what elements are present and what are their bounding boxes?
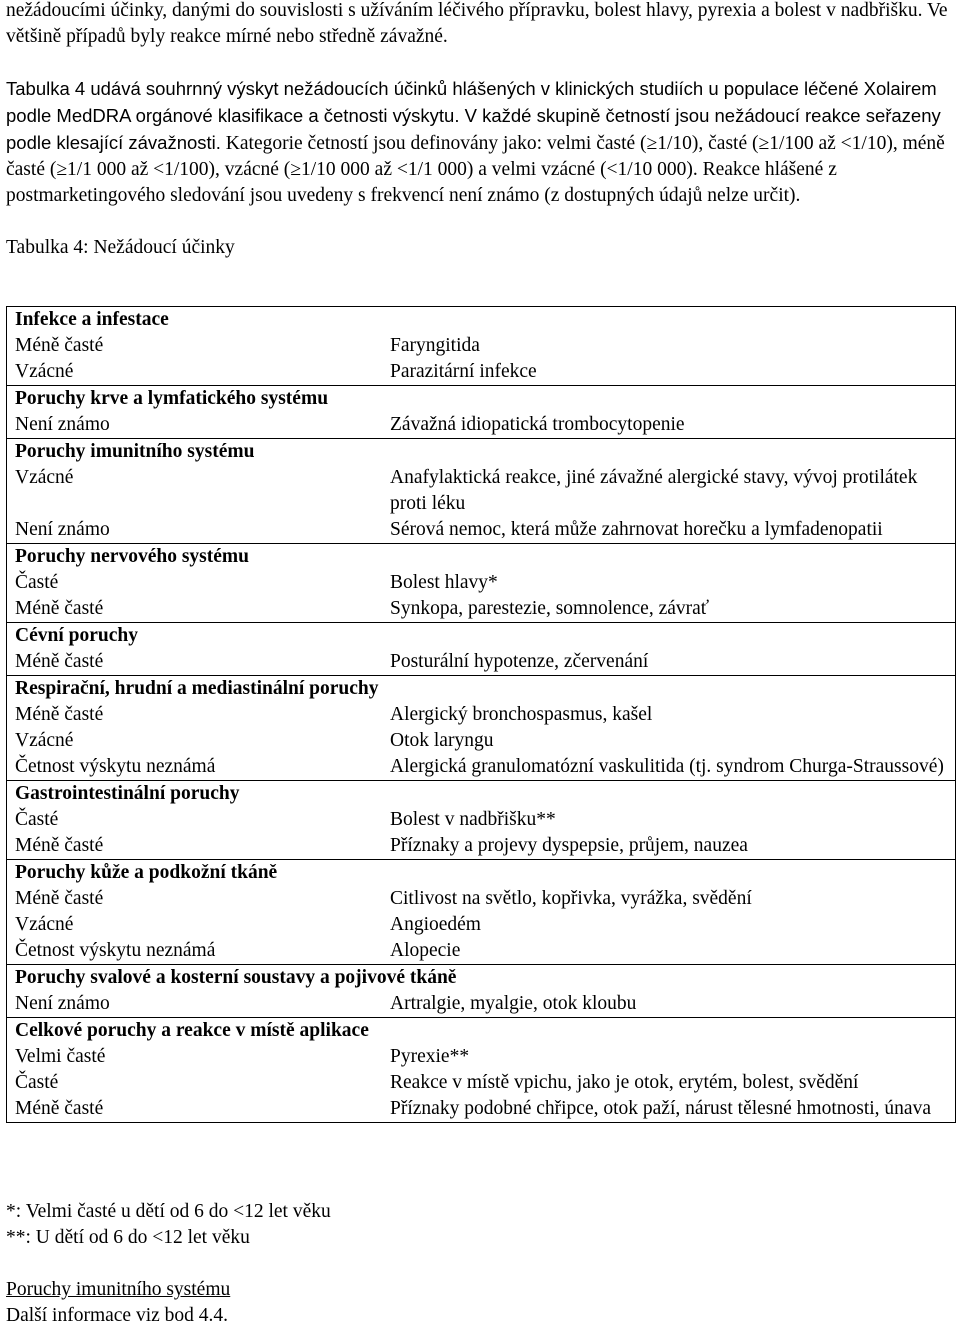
frequency-cell: Méně časté (15, 888, 104, 909)
effect-cell: Alergický bronchospasmus, kašel (390, 704, 653, 725)
table-row (15, 833, 947, 859)
frequency-cell: Není známo (15, 414, 110, 435)
section-title: Poruchy svalové a kosterní soustavy a pojivové tkáně (15, 967, 457, 988)
frequency-cell: Méně časté (15, 335, 104, 356)
intro-paragraph-1: nežádoucími účinky, danými do souvislosti s užíváním léčivého přípravku, bolest hlavy, pyrexia a bolest v nadbřišku. Ve většině případů byly reakce mírné nebo středně závažné. (6, 0, 948, 47)
intro-paragraph-2-sans: Tabulka 4 udává souhrnný výskyt nežádoucích účinků hlášených v klinických studiích u populace léčené Xolairem podle MedDRA orgánové klasifikace a četnosti výskytu. V každé skupině četností jsou nežádoucí reakce seřazeny podle klesající závažnosti. (6, 78, 941, 153)
spacer (6, 1251, 956, 1277)
section-title: Cévní poruchy (15, 625, 138, 646)
frequency-cell: Není známo (15, 993, 110, 1014)
table-section (6, 781, 956, 860)
frequency-cell: Méně časté (15, 835, 104, 856)
frequency-cell: Časté (15, 572, 59, 593)
effect-cell: Posturální hypotenze, zčervenání (390, 651, 649, 672)
table-section (6, 439, 956, 544)
section-title: Poruchy nervového systému (15, 546, 249, 567)
section-title: Poruchy imunitního systému (15, 441, 255, 462)
subsection-text: Další informace viz bod 4.4. (6, 1305, 229, 1326)
table-row (15, 412, 947, 438)
frequency-cell: Méně časté (15, 598, 104, 619)
effect-cell: Alergická granulomatózní vaskulitida (tj. syndrom Churga-Straussové) (390, 756, 944, 777)
effect-cell: Artralgie, myalgie, otok kloubu (390, 993, 637, 1014)
effect-cell: Synkopa, parestezie, somnolence, závrať (390, 598, 710, 619)
footnote-1: *: Velmi časté u dětí od 6 do <12 let věku (6, 1201, 331, 1222)
table-section (6, 386, 956, 439)
table-row (15, 649, 947, 675)
frequency-cell: Méně časté (15, 1098, 104, 1119)
table-section (6, 965, 956, 1018)
table-section (6, 860, 956, 965)
frequency-cell: Časté (15, 1072, 59, 1093)
table-row (15, 991, 947, 1017)
effect-cell: Alopecie (390, 940, 461, 961)
table-row (15, 1096, 947, 1122)
table-section (6, 307, 956, 386)
effect-cell: Pyrexie** (390, 1046, 470, 1067)
footnotes (6, 1199, 956, 1329)
effect-cell: Citlivost na světlo, kopřivka, vyrážka, svědění (390, 888, 752, 909)
intro-paragraph-2-frequencies: Kategorie četností jsou definovány jako: velmi časté (≥1/10), časté (≥1/100 až <1/10), méně časté (≥1/1 000 až <1/100), vzácné (≥1/10 000 až <1/1 000) a velmi vzácné (<1/10 000). (6, 133, 945, 180)
effect-cell: Anafylaktická reakce, jiné závažné alergické stavy, vývoj protilátek proti léku (390, 467, 918, 514)
section-title: Celkové poruchy a reakce v místě aplikace (15, 1020, 369, 1041)
table-row (15, 807, 947, 833)
frequency-cell: Četnost výskytu neznámá (15, 756, 216, 777)
table-section (6, 623, 956, 676)
intro-paragraph-2 (6, 76, 956, 209)
section-title: Gastrointestinální poruchy (15, 783, 240, 804)
table-section (6, 1018, 956, 1123)
section-title: Respirační, hrudní a mediastinální poruchy (15, 678, 379, 699)
table-caption: Tabulka 4: Nežádoucí účinky (6, 237, 235, 258)
effect-cell: Angioedém (390, 914, 481, 935)
effect-cell: Reakce v místě vpichu, jako je otok, erytém, bolest, svědění (390, 1072, 859, 1093)
frequency-cell: Méně časté (15, 651, 104, 672)
table-row (15, 938, 947, 964)
table-row (15, 728, 947, 754)
subsection-title: Poruchy imunitního systému (6, 1279, 231, 1300)
frequency-cell: Časté (15, 809, 59, 830)
table-section (6, 676, 956, 781)
effect-cell: Parazitární infekce (390, 361, 537, 382)
intro-paragraph-2-postmarketing: Reakce hlášené z postmarketingového sledování jsou uvedeny s frekvencí není známo (z dostupných údajů nelze určit). (6, 159, 837, 206)
effect-cell: Otok laryngu (390, 730, 494, 751)
table-row (15, 1070, 947, 1096)
frequency-cell: Vzácné (15, 730, 74, 751)
effect-cell: Příznaky a projevy dyspepsie, průjem, nauzea (390, 835, 748, 856)
effect-cell: Závažná idiopatická trombocytopenie (390, 414, 685, 435)
table-row (15, 570, 947, 596)
frequency-cell: Vzácné (15, 467, 74, 488)
effect-cell: Bolest v nadbřišku** (390, 809, 556, 830)
frequency-cell: Velmi časté (15, 1046, 106, 1067)
effect-cell: Příznaky podobné chřipce, otok paží, nárust tělesné hmotnosti, únava (390, 1098, 931, 1119)
effect-cell: Bolest hlavy* (390, 572, 498, 593)
effect-cell: Sérová nemoc, která může zahrnovat horečku a lymfadenopatii (390, 519, 883, 540)
table-row (15, 886, 947, 912)
effect-cell: Faryngitida (390, 335, 480, 356)
frequency-cell: Četnost výskytu neznámá (15, 940, 216, 961)
table-row (15, 465, 947, 517)
table-row (15, 1044, 947, 1070)
document-page (6, 0, 956, 261)
frequency-cell: Méně časté (15, 704, 104, 725)
table-row (15, 912, 947, 938)
table-row (15, 359, 947, 385)
table-row (15, 702, 947, 728)
frequency-cell: Vzácné (15, 914, 74, 935)
footnote-2: **: U dětí od 6 do <12 let věku (6, 1227, 250, 1248)
table-row (15, 333, 947, 359)
table-row (15, 754, 947, 780)
adverse-effects-table (6, 306, 956, 1123)
section-title: Infekce a infestace (15, 309, 169, 330)
frequency-cell: Není známo (15, 519, 110, 540)
table-section (6, 544, 956, 623)
table-row (15, 517, 947, 543)
section-title: Poruchy krve a lymfatického systému (15, 388, 329, 409)
table-row (15, 596, 947, 622)
section-title: Poruchy kůže a podkožní tkáně (15, 862, 278, 883)
frequency-cell: Vzácné (15, 361, 74, 382)
